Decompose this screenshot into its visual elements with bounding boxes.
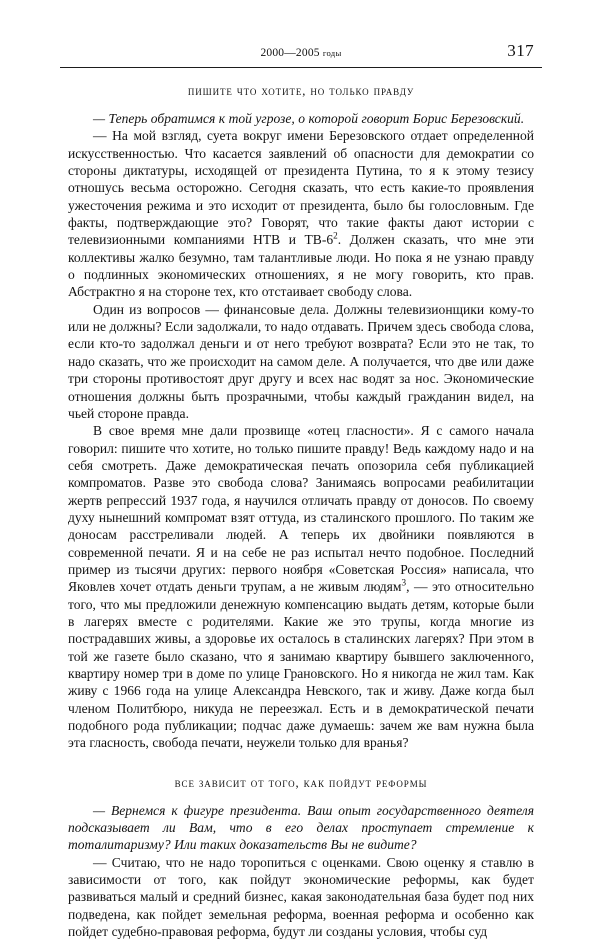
interview-answer: [68, 422, 534, 752]
answer-text-part-1: — На мой взгляд, суета вокруг имени Березовского отдает определенной искусственностью. Что касается заявлений об опасности для демократии со стороны диктатуры, исходящей от президента Путина, то я к этому тезису отношусь весьма осторожно. Сегодня сказать, что есть какие-то проявления ужесточения режима и это исходит от президента, было бы голословным. Где факты, подтверждающие это? Говорят, что такие факты дают истории с телевизионными компаниями НТВ и ТВ-6: [68, 128, 534, 248]
footnote-marker-2[interactable]: 2: [333, 230, 338, 241]
answer-text-part-1: В свое время мне дали прозвище «отец гласности». Я с самого начала говорил: пишите что хотите, но только пишите правду! Ведь каждому надо и на себя смотреть. Даже демократическая печать опозорила себя публикацией компроматов. Разве это свобода слова? Занимаясь вопросами реабилитации жертв репрессий 1937 года, я научился отличать правду от доносов. По своему духу нынешний компромат взят оттуда, из сталинского прошлого. По таким же доносам расстреливали людей. А теперь их двойники появляются в современной печати. Я и на себе не раз испытал нечто подобное. Последний пример из тысячи других: первого ноября «Советская Россия» написала, что Яковлев хочет отдать деньги трупам, а не живым людям: [68, 423, 534, 595]
page-content-block: [68, 41, 534, 939]
header-rule: [60, 67, 542, 68]
running-head: [68, 41, 534, 68]
interview-answer: [68, 127, 534, 300]
section-title-2: все зависит от того, как пойдут реформы: [174, 775, 428, 790]
running-head-years: 2000—2005: [260, 47, 320, 59]
interview-answer: Один из вопросов — финансовые дела. Должны телевизионщики кому-то или не должны? Если задолжали, то надо отдавать. Причем здесь свобода слова, если кто-то задолжал деньги и от него требуют возврата? Если это не так, то надо сказать, что же происходит на самом деле. А получается, что две или даже три стороны противостоят друг другу и всех нас водят за нос. Экономические отношения должны быть прозрачными, чтобы каждый гражданин видел, на чьей стороне правда.: [68, 301, 534, 421]
section-title-1: пишите что хотите, но только правду: [187, 84, 415, 98]
answer-text-part-2: . Должен сказать, что мне эти коллективы жалко безумно, там талантливые люди. Но пока я не узнаю правду о подлинных экономических отношениях, я не могу говорить, кто прав. Абстрактно я на стороне тех, кто отстаивает свободу слова.: [68, 232, 534, 300]
answer-text-part-2: , — это относительно того, что мы предложили денежную компенсацию выдать детям, которые были в лагерях вместе с родителями. Какие же это трупы, когда многие из пострадавших живы, а здоровье их осталось в сталинских лагерях? При этом в той же газете было сказано, что я занимаю квартиру бывшего заключенного, квартиру номер три в доме по улице Грановского. Но я никогда не жил там. Как живу с 1966 года на улице Александра Невского, так и живу. Даже когда был членом Политбюро, никуда не переезжал. Есть и в демократической печати подобного рода публикации; подчас даже думаешь: зачем же вам нужна была эта гласность, свобода печати, неужели только для вранья?: [68, 579, 534, 751]
interview-question: — Вернемся к фигуре президента. Ваш опыт государственного деятеля подсказывает ли Вам, что в его делах проступает стремление к тоталитаризму? Или таких доказательств Вы не видите?: [68, 802, 534, 853]
interview-question: — Теперь обратимся к той угрозе, о которой говорит Борис Березовский.: [93, 111, 525, 126]
running-head-title: [68, 47, 534, 59]
page-number: 317: [507, 41, 534, 60]
footnote-marker-3[interactable]: 3: [401, 577, 407, 588]
running-head-word: годы: [322, 48, 342, 58]
interview-answer: — Считаю, что не надо торопиться с оценками. Свою оценку я ставлю в зависимости от того, как пойдут экономические реформы, как будет развиваться малый и средний бизнес, какая законодательная база будет под них подведена, как пойдет земельная реформа, военная реформа и особенно как пойдет судебно-правовая реформа, будут ли созданы условия, чтобы суд: [68, 854, 534, 939]
